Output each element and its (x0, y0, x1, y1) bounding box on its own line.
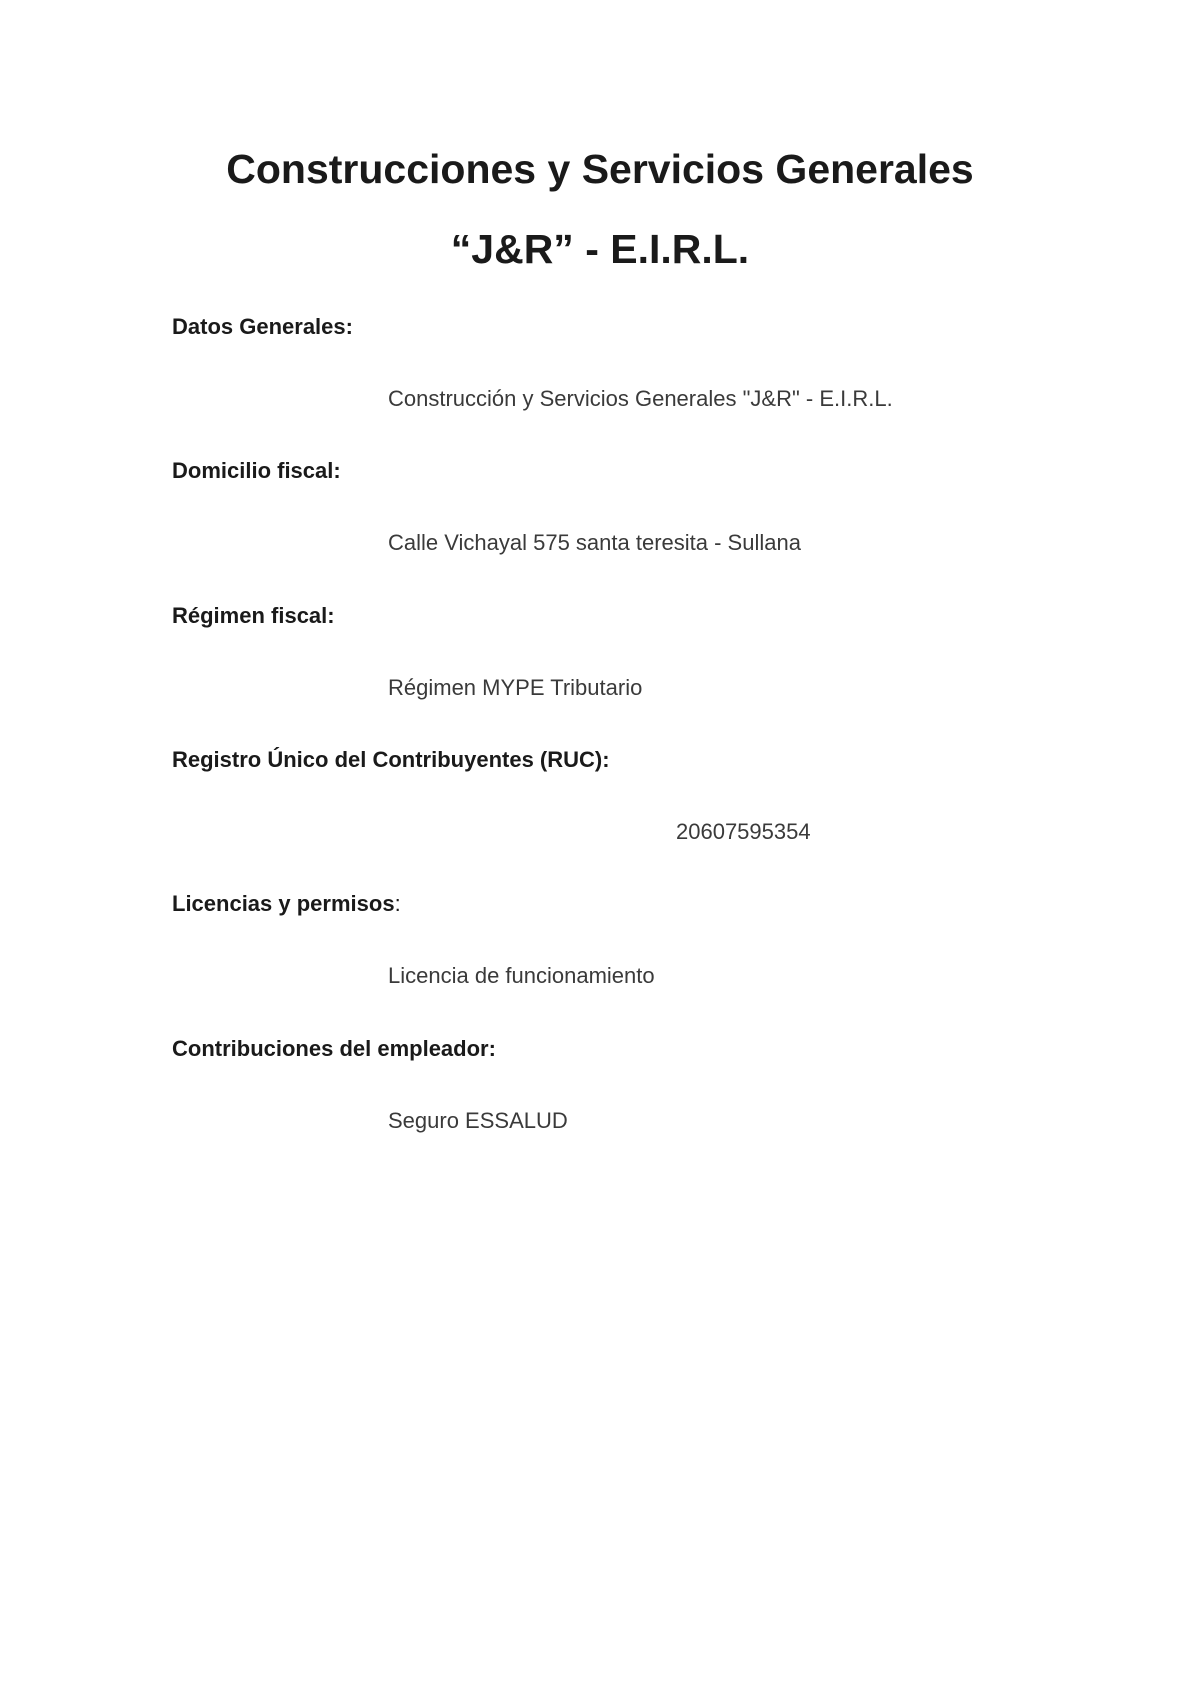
field-label-regimen-fiscal: Régimen fiscal: (172, 603, 335, 628)
document-title-line1: Construcciones y Servicios Generales (226, 146, 974, 192)
field-value-regimen-fiscal: Régimen MYPE Tributario (388, 675, 643, 700)
field-value-datos-generales: Construcción y Servicios Generales "J&R" - E.I.R.L. (388, 386, 893, 411)
field-value-domicilio-fiscal: Calle Vichayal 575 santa teresita - Sullana (388, 530, 801, 555)
field-value-contribuciones: Seguro ESSALUD (388, 1108, 568, 1133)
field-label-ruc: Registro Único del Contribuyentes (RUC): (172, 747, 610, 772)
document-title-line2: “J&R” - E.I.R.L. (450, 226, 750, 272)
field-label-contribuciones: Contribuciones del empleador: (172, 1036, 496, 1061)
field-label-licencias-colon: : (394, 891, 401, 916)
field-label-domicilio-fiscal: Domicilio fiscal: (172, 458, 341, 483)
field-value-licencias: Licencia de funcionamiento (388, 963, 655, 988)
field-label-licencias (172, 891, 401, 917)
field-label-datos-generales: Datos Generales: (172, 314, 353, 339)
field-value-ruc: 20607595354 (676, 819, 811, 844)
field-label-licencias-text: Licencias y permisos (172, 891, 395, 916)
